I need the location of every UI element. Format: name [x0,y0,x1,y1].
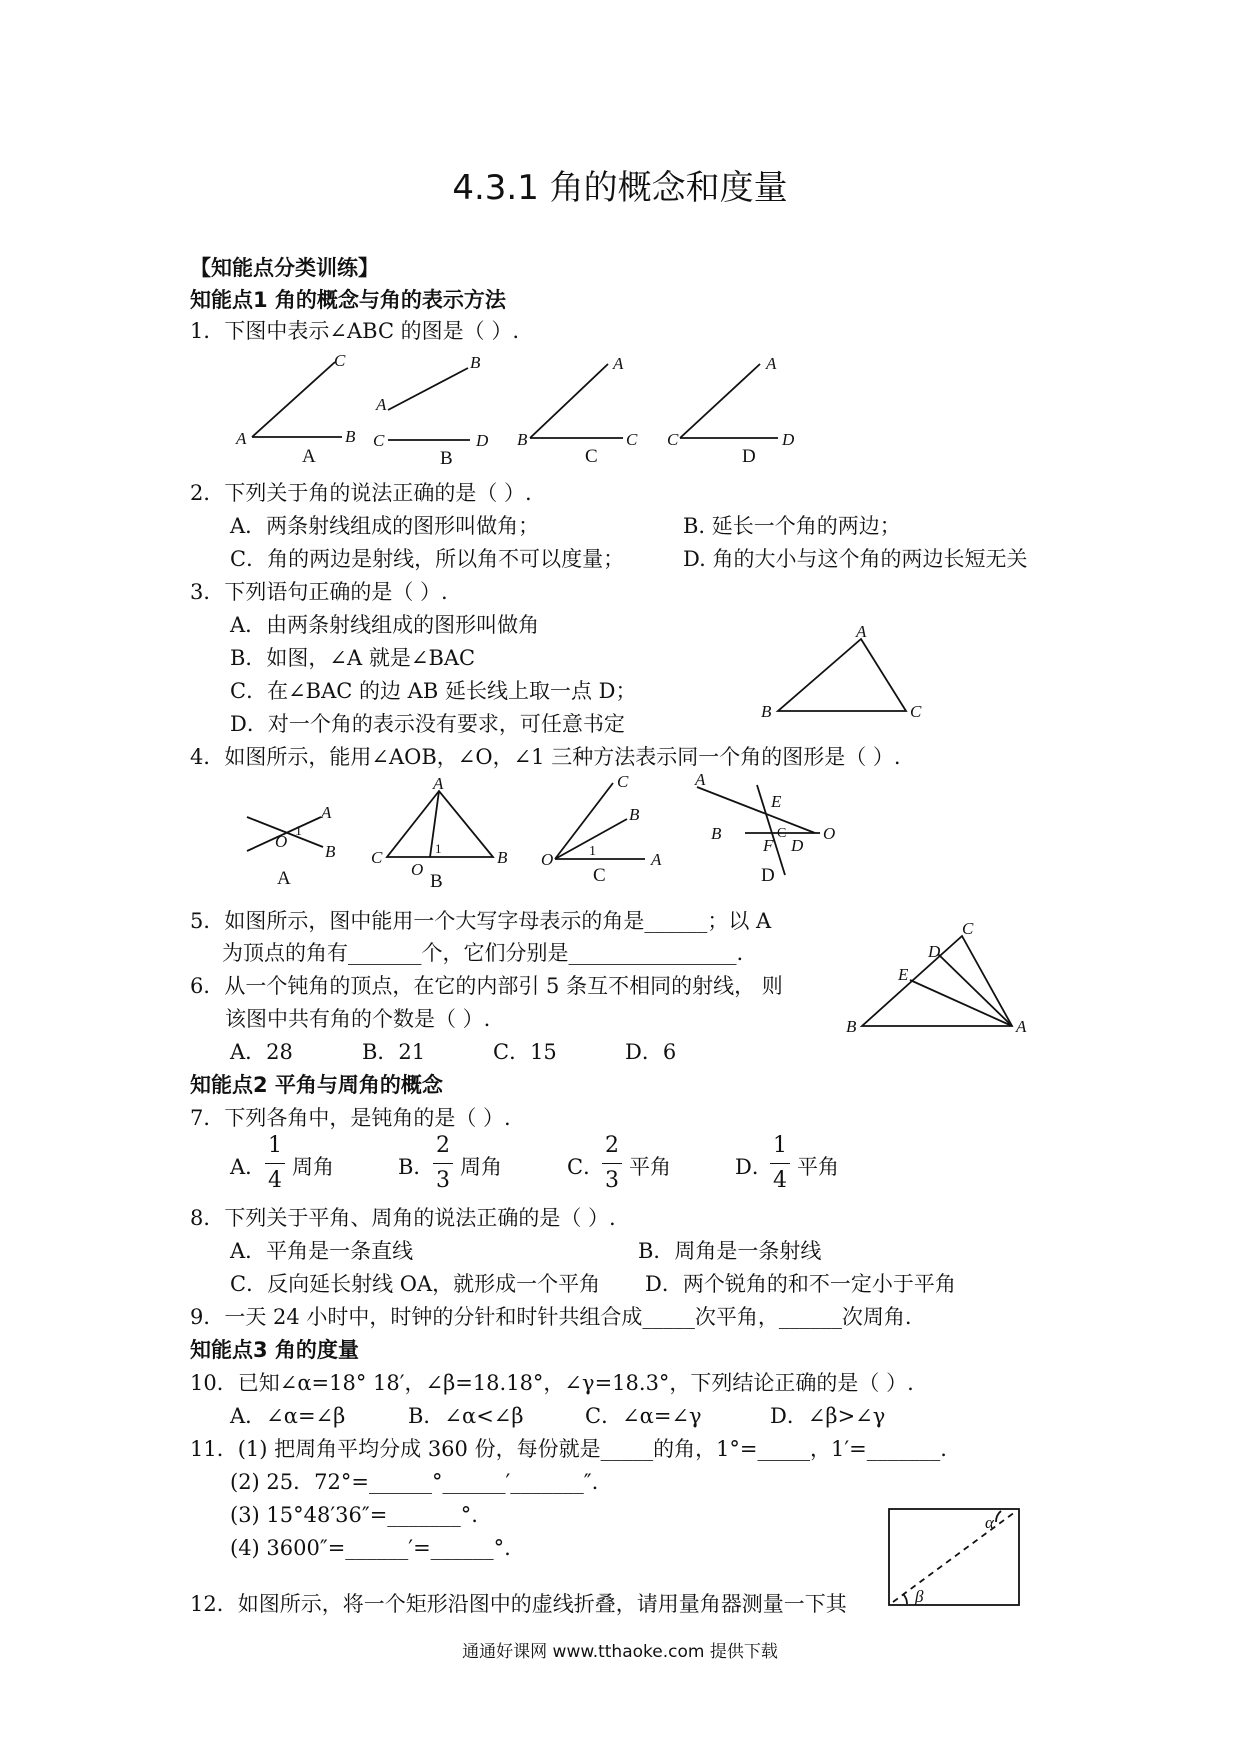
question-8-option-c: C．反向延长射线 OA，就形成一个平角 [230,1272,601,1296]
q4-figure-c [541,772,662,886]
question-6-option-b: B．21 [362,1040,426,1064]
section-header: 【知能点分类训练】 [190,256,379,280]
knowledge-point-1-heading: 知能点1 角的概念与角的表示方法 [190,288,506,312]
svg-text:D: D [761,865,775,886]
figure-caption: A [302,446,316,467]
svg-text:β: β [915,1587,924,1606]
question-2-option-c: C．角的两边是射线，所以角不可以度量； [230,547,625,571]
question-8-option-a: A．平角是一条直线 [230,1239,414,1263]
question-10-option-c: C．∠α=∠γ [585,1404,702,1428]
svg-text:A: A [651,850,662,869]
svg-text:C: C [626,430,638,449]
page-footer: 通通好课网 www.tthaoke.com 提供下载 [462,1642,778,1662]
question-7-option-d-letter: D． [735,1155,773,1179]
svg-text:A: A [613,354,624,373]
question-6-line-1: 6．从一个钝角的顶点，在它的内部引 5 条互不相同的射线， 则 [190,974,783,998]
question-1-stem: 1．下图中表示∠ABC 的图是（ ）. [190,319,520,343]
question-7-option-a-letter: A． [230,1155,267,1179]
svg-text:C: C [373,431,385,450]
question-12-stem: 12．如图所示，将一个矩形沿图中的虚线折叠，请用量角器测量一下其 [190,1592,847,1616]
svg-text:B: B [497,848,508,867]
question-7-option-c-letter: C． [567,1155,605,1179]
question-5-line-2: 为顶点的角有_______个，它们分别是________________. [222,941,744,965]
svg-text:B: B [325,842,336,861]
question-10-option-d: D．∠β>∠γ [770,1404,886,1428]
question-3-option-b: B．如图，∠A 就是∠BAC [230,646,476,670]
question-11-line-4: (4) 3600″=______′=______°. [230,1536,511,1560]
question-2-option-d: D. 角的大小与这个角的两边长短无关 [683,547,1028,571]
question-10-option-b: B．∠α<∠β [408,1404,524,1428]
question-11-line-2: (2) 25．72°=______°______′_______″. [230,1470,599,1494]
svg-text:D: D [928,942,941,961]
svg-text:C: C [585,446,598,467]
question-3-option-c: C．在∠BAC 的边 AB 延长线上取一点 D； [230,679,637,703]
question-3-stem: 3．下列语句正确的是（ ）. [190,580,448,604]
question-7-option-b-unit: 周角 [460,1155,502,1179]
svg-text:A: A [433,774,444,793]
svg-text:B: B [470,353,481,372]
question-5-line-1: 5．如图所示，图中能用一个大写字母表示的角是______；以 A [190,909,772,933]
fraction-bar [770,1163,790,1164]
question-7-option-a-unit: 周角 [292,1155,334,1179]
page-title: 4.3.1 角的概念和度量 [452,168,788,208]
svg-text:B: B [629,805,640,824]
question-12-rectangle-figure [885,1506,1025,1610]
fraction-denominator: 3 [605,1168,619,1193]
svg-text:D: D [476,431,489,450]
svg-text:A: A [376,395,387,414]
question-11-line-3: (3) 15°48′36″=_______°. [230,1503,478,1527]
svg-text:B: B [761,702,772,721]
svg-text:B: B [846,1017,857,1036]
question-3-option-a: A．由两条射线组成的图形叫做角 [230,613,540,637]
question-5-figure [830,919,1030,1042]
q1-figure-c [517,354,638,467]
label: C [334,351,346,370]
svg-text:C: C [777,826,787,841]
svg-text:1: 1 [435,841,442,856]
svg-text:B: B [430,871,443,892]
question-3-triangle-figure [755,622,930,725]
question-2-option-b: B. 延长一个角的两边； [683,514,901,538]
svg-text:B: B [440,448,453,469]
fraction-bar [265,1163,285,1164]
svg-text:O: O [823,824,836,843]
svg-text:B: B [517,430,528,449]
svg-text:E: E [898,965,909,984]
fraction-denominator: 4 [773,1168,787,1193]
question-10-option-a: A．∠α=∠β [230,1404,346,1428]
svg-text:O: O [275,832,288,851]
question-6-option-a: A．28 [230,1040,293,1064]
svg-text:D: D [742,446,756,467]
question-1-figures [230,351,810,469]
question-6-line-2: 该图中共有角的个数是（ ）. [225,1007,491,1031]
question-4-figures [235,770,855,895]
question-8-stem: 8．下列关于平角、周角的说法正确的是（ ）. [190,1206,616,1230]
fraction-denominator: 4 [268,1168,282,1193]
q1-figure-b [373,353,489,469]
fraction-numerator: 1 [773,1133,787,1158]
q4-figure-b [371,774,508,892]
question-7-option-d-unit: 平角 [797,1155,839,1179]
svg-text:C: C [617,772,629,791]
knowledge-point-2-heading: 知能点2 平角与周角的概念 [190,1073,443,1097]
fraction-bar [433,1163,453,1164]
q1-figure-d [667,354,795,467]
svg-text:C: C [910,702,922,721]
question-2-stem: 2．下列关于角的说法正确的是（ ）. [190,481,532,505]
svg-text:C: C [593,865,606,886]
q4-figure-d [694,770,835,886]
svg-text:A: A [856,622,867,641]
fraction-numerator: 1 [268,1133,282,1158]
question-7-option-b-letter: B． [398,1155,435,1179]
question-8-option-d: D．两个锐角的和不一定小于平角 [645,1272,956,1296]
svg-text:A: A [766,354,777,373]
question-7-option-c-unit: 平角 [629,1155,671,1179]
question-2-option-a: A．两条射线组成的图形叫做角； [230,514,540,538]
q1-figure-a [235,351,356,467]
fraction-numerator: 2 [605,1133,619,1158]
svg-text:C: C [667,430,679,449]
question-9: 9．一天 24 小时中，时钟的分针和时针共组合成_____次平角，______次周角. [190,1305,912,1329]
svg-text:F: F [763,836,774,855]
question-8-option-b: B．周角是一条射线 [638,1239,822,1263]
question-11-line-1: 11．(1) 把周角平均分成 360 份，每份就是_____的角，1°=_____，1′=_______. [190,1437,947,1461]
label: A [236,429,247,448]
svg-text:O: O [411,860,424,879]
question-6-option-d: D．6 [625,1040,677,1064]
svg-text:C: C [371,848,383,867]
svg-text:α: α [985,1513,994,1532]
svg-text:1: 1 [295,824,302,839]
fraction-numerator: 2 [436,1133,450,1158]
svg-text:E: E [771,792,782,811]
question-3-option-d: D．对一个角的表示没有要求，可任意书定 [230,712,625,736]
svg-text:A: A [695,770,706,789]
svg-text:A: A [1016,1017,1027,1036]
fraction-denominator: 3 [436,1168,450,1193]
svg-text:A: A [277,868,291,889]
fraction-bar [602,1163,622,1164]
svg-text:C: C [962,919,974,938]
svg-text:1: 1 [589,844,596,859]
question-6-option-c: C．15 [493,1040,557,1064]
svg-text:D: D [782,430,795,449]
svg-text:B: B [711,824,722,843]
knowledge-point-3-heading: 知能点3 角的度量 [190,1338,359,1362]
svg-text:D: D [791,836,804,855]
svg-text:O: O [541,850,554,869]
question-10-stem: 10．已知∠α=18° 18′，∠β=18.18°，∠γ=18.3°，下列结论正确的是（ ）. [190,1371,914,1395]
question-4-stem: 4．如图所示，能用∠AOB，∠O，∠1 三种方法表示同一个角的图形是（ ）. [190,745,901,769]
question-7-stem: 7．下列各角中，是钝角的是（ ）. [190,1106,511,1130]
svg-text:A: A [321,803,332,822]
q4-figure-a [247,803,336,889]
label: B [345,427,356,446]
